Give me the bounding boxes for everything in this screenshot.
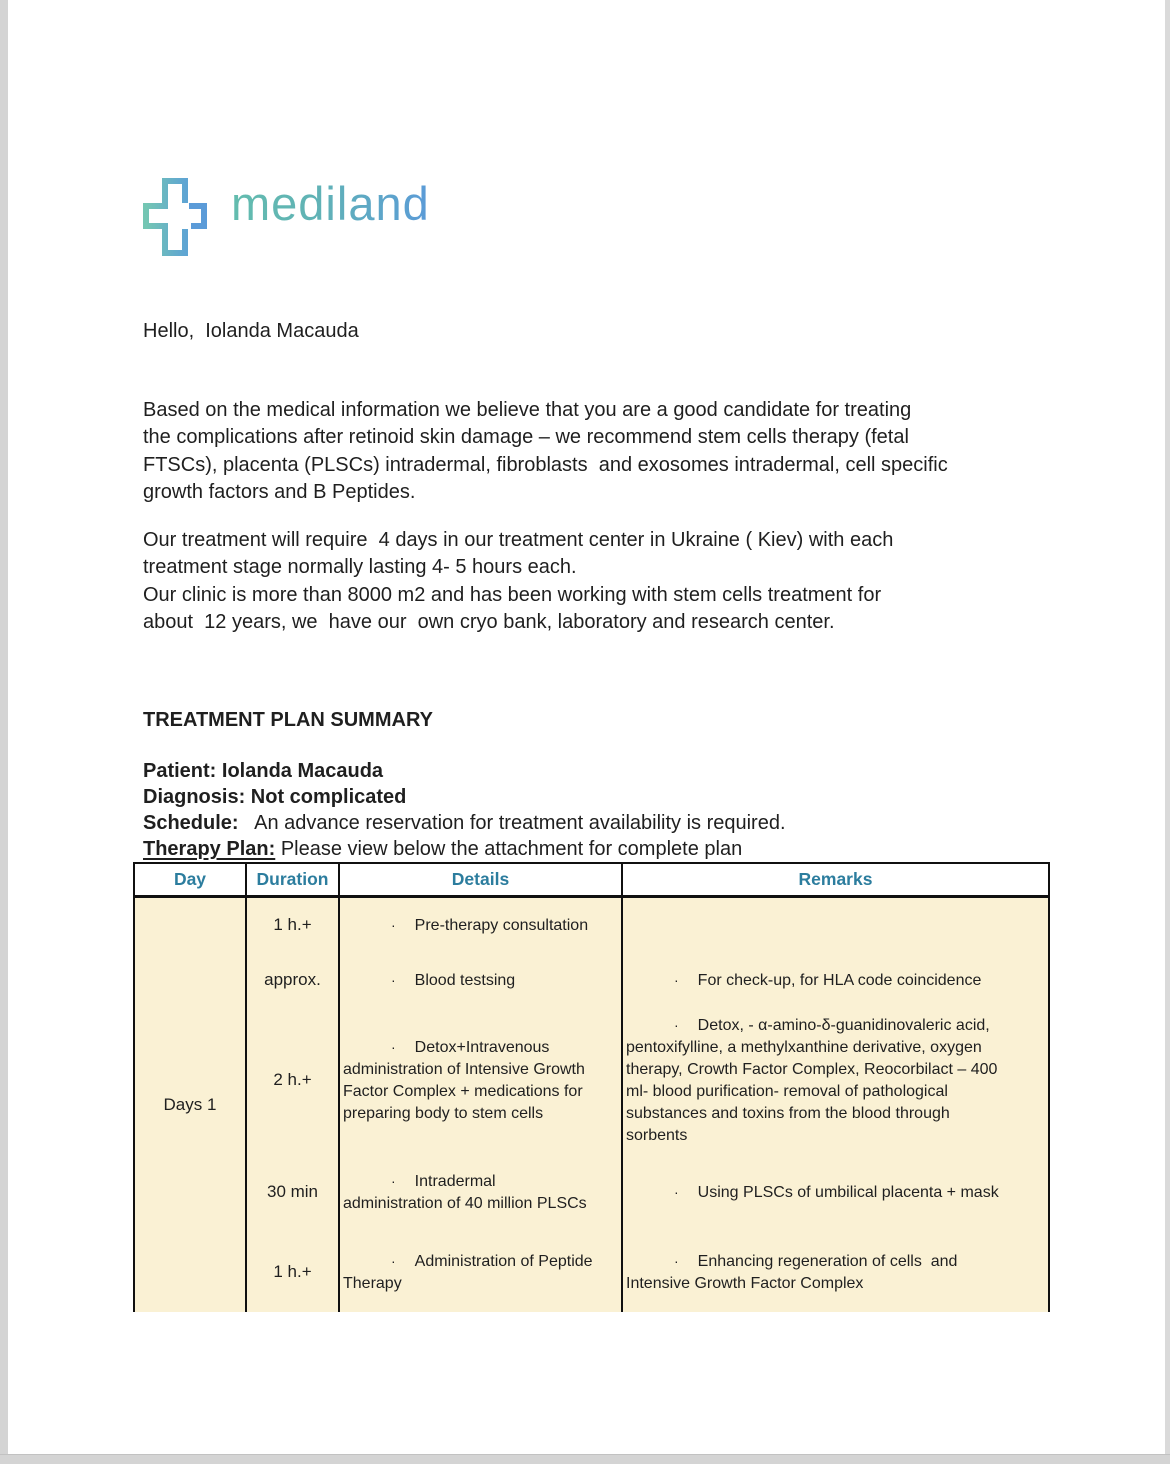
schedule-text: An advance reservation for treatment availability is required. xyxy=(238,812,786,834)
table-header-row xyxy=(135,864,1048,898)
treatment-plan-summary-title: TREATMENT PLAN SUMMARY xyxy=(143,708,433,731)
paragraph-line: treatment stage normally lasting 4- 5 hours each. xyxy=(143,556,577,578)
details-text: Pre-therapy consultation xyxy=(414,916,589,934)
details-text: preparing body to stem cells xyxy=(343,1104,544,1122)
details-cell xyxy=(340,898,623,952)
bullet-marker: · xyxy=(391,1252,396,1269)
paragraph-line: Our clinic is more than 8000 m2 and has been working with stem cells treatment for xyxy=(143,583,882,606)
remarks-text: pentoxifylline, a methylxanthine derivative, oxygen xyxy=(626,1038,982,1056)
list-item xyxy=(343,914,618,937)
intro-paragraph xyxy=(143,397,1170,507)
duration-cell: 1 h.+ xyxy=(247,898,340,952)
mediland-logo-text: mediland xyxy=(231,177,430,230)
schedule-line xyxy=(143,810,1170,836)
bullet-marker: · xyxy=(391,1038,396,1055)
column-header-details: Details xyxy=(340,864,623,895)
duration-cell: 30 min xyxy=(247,1152,340,1232)
details-text: administration of 40 million PLSCs xyxy=(343,1194,587,1212)
remarks-text: Enhancing regeneration of cells and xyxy=(697,1252,958,1270)
details-text: administration of Intensive Growth xyxy=(343,1060,585,1078)
therapy-plan-text: Please view below the attachment for complete plan xyxy=(275,838,743,860)
remarks-cell xyxy=(623,1232,1048,1312)
column-header-day: Day xyxy=(135,864,247,895)
bullet-marker: · xyxy=(391,916,396,933)
details-text: Intradermal xyxy=(414,1172,496,1190)
paragraph-line: Based on the medical information we believe that you are a good candidate for treating xyxy=(143,398,912,421)
list-item xyxy=(343,1250,618,1273)
remarks-text: Detox, - α-amino-δ-guanidinovaleric acid, xyxy=(697,1016,990,1034)
patient-summary-block xyxy=(143,758,1170,862)
list-item xyxy=(626,1250,1045,1273)
table-body xyxy=(135,898,1048,1312)
remarks-text: sorbents xyxy=(626,1126,688,1144)
details-cell xyxy=(340,952,623,1008)
paragraph-line: FTSCs), placenta (PLSCs) intradermal, fibroblasts and exosomes intradermal, cell specific xyxy=(143,453,948,476)
greeting-line: Hello, Iolanda Macauda xyxy=(143,320,359,342)
list-item xyxy=(626,1014,1045,1037)
page-edge-bottom xyxy=(0,1454,1170,1464)
remarks-cell xyxy=(623,1152,1048,1232)
mediland-logo xyxy=(143,168,1170,268)
bullet-marker: · xyxy=(391,971,396,988)
details-text: Factor Complex + medications for xyxy=(343,1082,583,1100)
list-item xyxy=(626,1181,1045,1204)
paragraph-line: growth factors and B Peptides. xyxy=(143,481,416,503)
details-text: Detox+Intravenous xyxy=(414,1038,550,1056)
column-header-remarks: Remarks xyxy=(798,869,873,889)
details-cell xyxy=(340,1232,623,1312)
list-item xyxy=(626,969,1045,992)
paragraph-line: Our treatment will require 4 days in our treatment center in Ukraine ( Kiev) with each xyxy=(143,528,894,551)
list-item xyxy=(343,969,618,992)
bullet-marker: · xyxy=(674,1252,679,1269)
therapy-plan-line xyxy=(143,836,1170,862)
duration-cell: 1 h.+ xyxy=(247,1232,340,1312)
remarks-text: therapy, Crowth Factor Complex, Reocorbilact – 400 xyxy=(626,1060,998,1078)
remarks-cell xyxy=(623,898,1048,952)
remarks-cell xyxy=(623,1008,1048,1152)
remarks-text: Intensive Growth Factor Complex xyxy=(626,1274,864,1292)
paragraph-line: about 12 years, we have our own cryo bank, laboratory and research center. xyxy=(143,611,835,633)
day-cell: Days 1 xyxy=(135,898,247,1312)
diagnosis-line: Diagnosis: Not complicated xyxy=(143,786,407,808)
remarks-text: ml- blood purification- removal of pathological xyxy=(626,1082,948,1100)
details-cell xyxy=(340,1008,623,1152)
remarks-text: substances and toxins from the blood through xyxy=(626,1104,950,1122)
clinic-paragraph xyxy=(143,527,1170,637)
details-text: Blood testsing xyxy=(414,971,516,989)
bullet-marker: · xyxy=(391,1172,396,1189)
paragraph-line: the complications after retinoid skin damage – we recommend stem cells therapy (fetal xyxy=(143,426,909,448)
column-header-duration: Duration xyxy=(247,864,340,895)
patient-line: Patient: Iolanda Macauda xyxy=(143,760,384,782)
bullet-marker: · xyxy=(674,1183,679,1200)
medical-cross-icon xyxy=(143,178,207,256)
duration-cell: 2 h.+ xyxy=(247,1008,340,1152)
bullet-marker: · xyxy=(674,1016,679,1033)
details-text: Administration of Peptide xyxy=(414,1252,593,1270)
duration-cell: approx. xyxy=(247,952,340,1008)
remarks-text: For check-up, for HLA code coincidence xyxy=(697,971,982,989)
therapy-plan-label: Therapy Plan: xyxy=(143,838,276,860)
remarks-text: Using PLSCs of umbilical placenta + mask xyxy=(697,1183,999,1201)
details-cell xyxy=(340,1152,623,1232)
remarks-cell xyxy=(623,952,1048,1008)
details-text: Therapy xyxy=(343,1274,402,1292)
schedule-label: Schedule: xyxy=(143,812,239,834)
list-item xyxy=(343,1036,618,1059)
bullet-marker: · xyxy=(674,971,679,988)
list-item xyxy=(343,1170,618,1193)
therapy-plan-table xyxy=(133,862,1050,1312)
